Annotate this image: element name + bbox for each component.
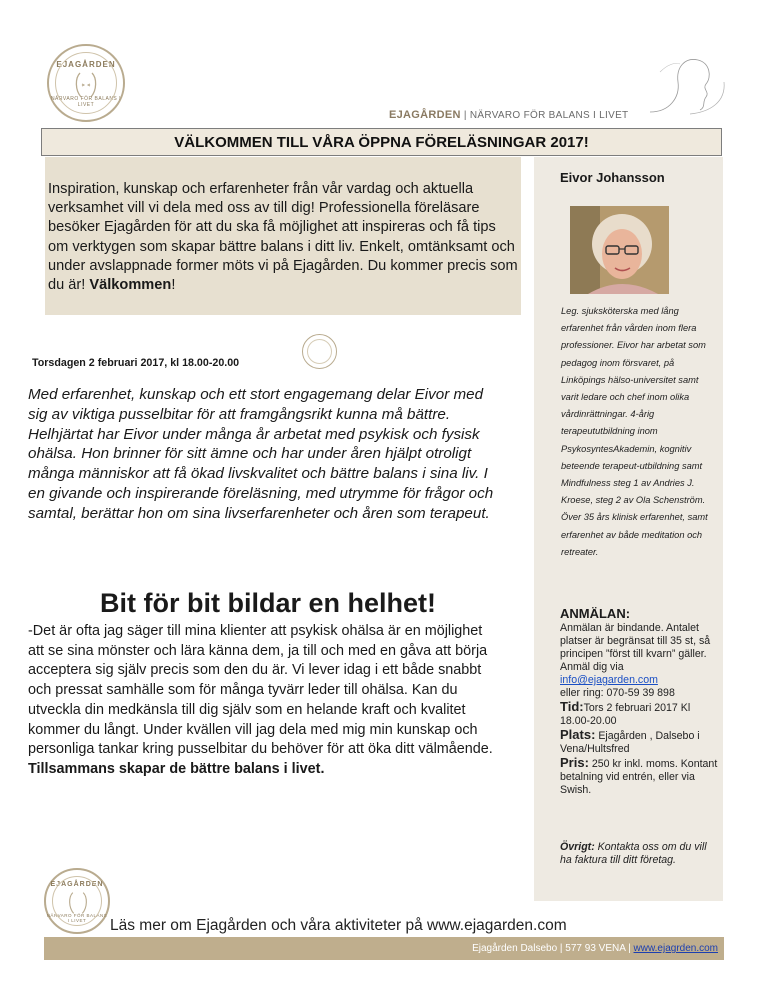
time-label: Tid: (560, 699, 584, 714)
headline: Bit för bit bildar en helhet! (100, 588, 436, 618)
logo-bottom-bottom-text: NÄRVARO FÖR BALANS I LIVET (46, 913, 108, 923)
registration-text: Anmälan är bindande. Antalet platser är begränsat till 35 st, så principen ”först till kvarn” gäller. Anmäl dig via (560, 622, 711, 673)
intro-exclamation: ! (171, 277, 176, 294)
intro-text (48, 180, 518, 295)
place-value: Ejagården , Dalsebo i Vena/Hultsfred (560, 730, 700, 755)
intro-paragraph: Inspiration, kunskap och erfarenheter från vår vardag och aktuella verksamhet vill vi dela med oss av till dig! Professionella föreläsare besöker Ejagården för att du ska få möjlighet att inspireras och få tips om verktygen som skapar bättre balans i ditt liv. Enkelt, omtänksamt och under avslappnade former möts vi på Ejagården. Du kommer precis som du är! (48, 181, 518, 294)
footer-more-info: Läs mer om Ejagården och våra aktiviteter på www.ejagarden.com (110, 917, 567, 934)
small-logo-icon (302, 334, 337, 369)
logo-bottom-text: NÄRVARO FÖR BALANS I LIVET (50, 96, 122, 108)
speaker-photo (570, 206, 669, 294)
face-line-art-icon (640, 52, 730, 122)
event-date: Torsdagen 2 februari 2017, kl 18.00-20.00 (32, 357, 240, 369)
other-info (560, 841, 710, 867)
speaker-name: Eivor Johansson (560, 170, 665, 185)
price-label: Pris: (560, 755, 589, 770)
intro-welcome: Välkommen (89, 277, 172, 294)
registration-heading: ANMÄLAN: (560, 606, 631, 621)
quote-text: -Det är ofta jag säger till mina klienter att psykisk ohälsa är en möjlighet att se sina mönster och lära känna dem, ja till och med en gåva att börja acceptera sig själv precis som den du är. Vi lever idag i ett både snabbt och pressat samhälle som för många tyvärr leder till ohälsa. Kan du utveckla din medkänsla till dig själv som en helande kraft och kvalitet kommer du långt. Under kvällen vill jag dela med mig min kunskap och personliga tankar kring pusselbitar du behöver för att öka ditt välmående. (28, 623, 493, 758)
place-label: Plats: (560, 727, 596, 742)
logo-top-text: EJAGÅRDEN (56, 60, 116, 69)
speaker-portrait-icon (570, 206, 669, 294)
phone-text: eller ring: 070-59 39 898 (560, 687, 675, 699)
other-label: Övrigt: (560, 841, 595, 853)
brand-separator: | (463, 110, 467, 121)
page-title: VÄLKOMMEN TILL VÅRA ÖPPNA FÖRELÄSNINGAR 2017! (41, 128, 722, 156)
speaker-bio: Leg. sjuksköterska med lång erfarenhet från vården inom flera professioner. Eivor har arbetat som pedagog inom försvaret, på Linköpings hälso-universitet samt varit ledare och chef inom olika vårdinrättningar. 4-årig terapeututbildning inom PsykosyntesAkademin, kognitiv beteende terapeut-utbildning samt Mindfulness steg 1 av Andries J. Kroese, steg 2 av Ola Schenström. Över 35 års klinisk erfarenhet, samt erfarenhet av både meditation och retreater. (561, 306, 708, 557)
footer-address: Ejagården Dalsebo | 577 93 VENA | (472, 943, 634, 954)
logo-faces-icon (71, 70, 101, 100)
brand-tagline: NÄRVARO FÖR BALANS I LIVET (469, 110, 629, 121)
brand-line (389, 109, 628, 121)
logo-bottom-top-text: EJAGÅRDEN (50, 881, 104, 888)
registration-block (560, 622, 720, 797)
footer-bar (44, 937, 724, 960)
quote-paragraph (28, 622, 498, 780)
brand-name: EJAGÅRDEN (389, 109, 461, 121)
time-value: Tors 2 februari 2017 Kl 18.00-20.00 (560, 702, 691, 727)
other-value: Kontakta oss om du vill ha faktura till ditt företag. (560, 841, 707, 866)
logo-faces-icon-bottom (65, 890, 91, 916)
event-description: Med erfarenhet, kunskap och ett stort engagemang delar Eivor med sig av viktiga pusselbitar för att framgångsrikt kunna må bättre. Helhjärtat har Eivor under många år arbetat med psykisk och fysisk ohälsa. Hon brinner för sitt ämne och har under åren hjälpt otroligt många människor att få ökad livskvalitet och bättre balans i sina liv. I en givande och inspirerande föreläsning, med utrymme för frågor och samtal, berättar hon om sina livserfarenheter och åren som terapeut. (28, 386, 494, 522)
ejagarden-logo-bottom (44, 868, 110, 934)
price-value: 250 kr inkl. moms. Kontant betalning vid entrén, eller via Swish. (560, 758, 718, 796)
email-link[interactable]: info@ejagarden.com (560, 674, 658, 686)
ejagarden-logo (47, 44, 125, 122)
quote-bold: Tillsammans skapar de bättre balans i livet. (28, 760, 325, 777)
footer-link[interactable]: www.ejagrden.com (633, 943, 718, 954)
